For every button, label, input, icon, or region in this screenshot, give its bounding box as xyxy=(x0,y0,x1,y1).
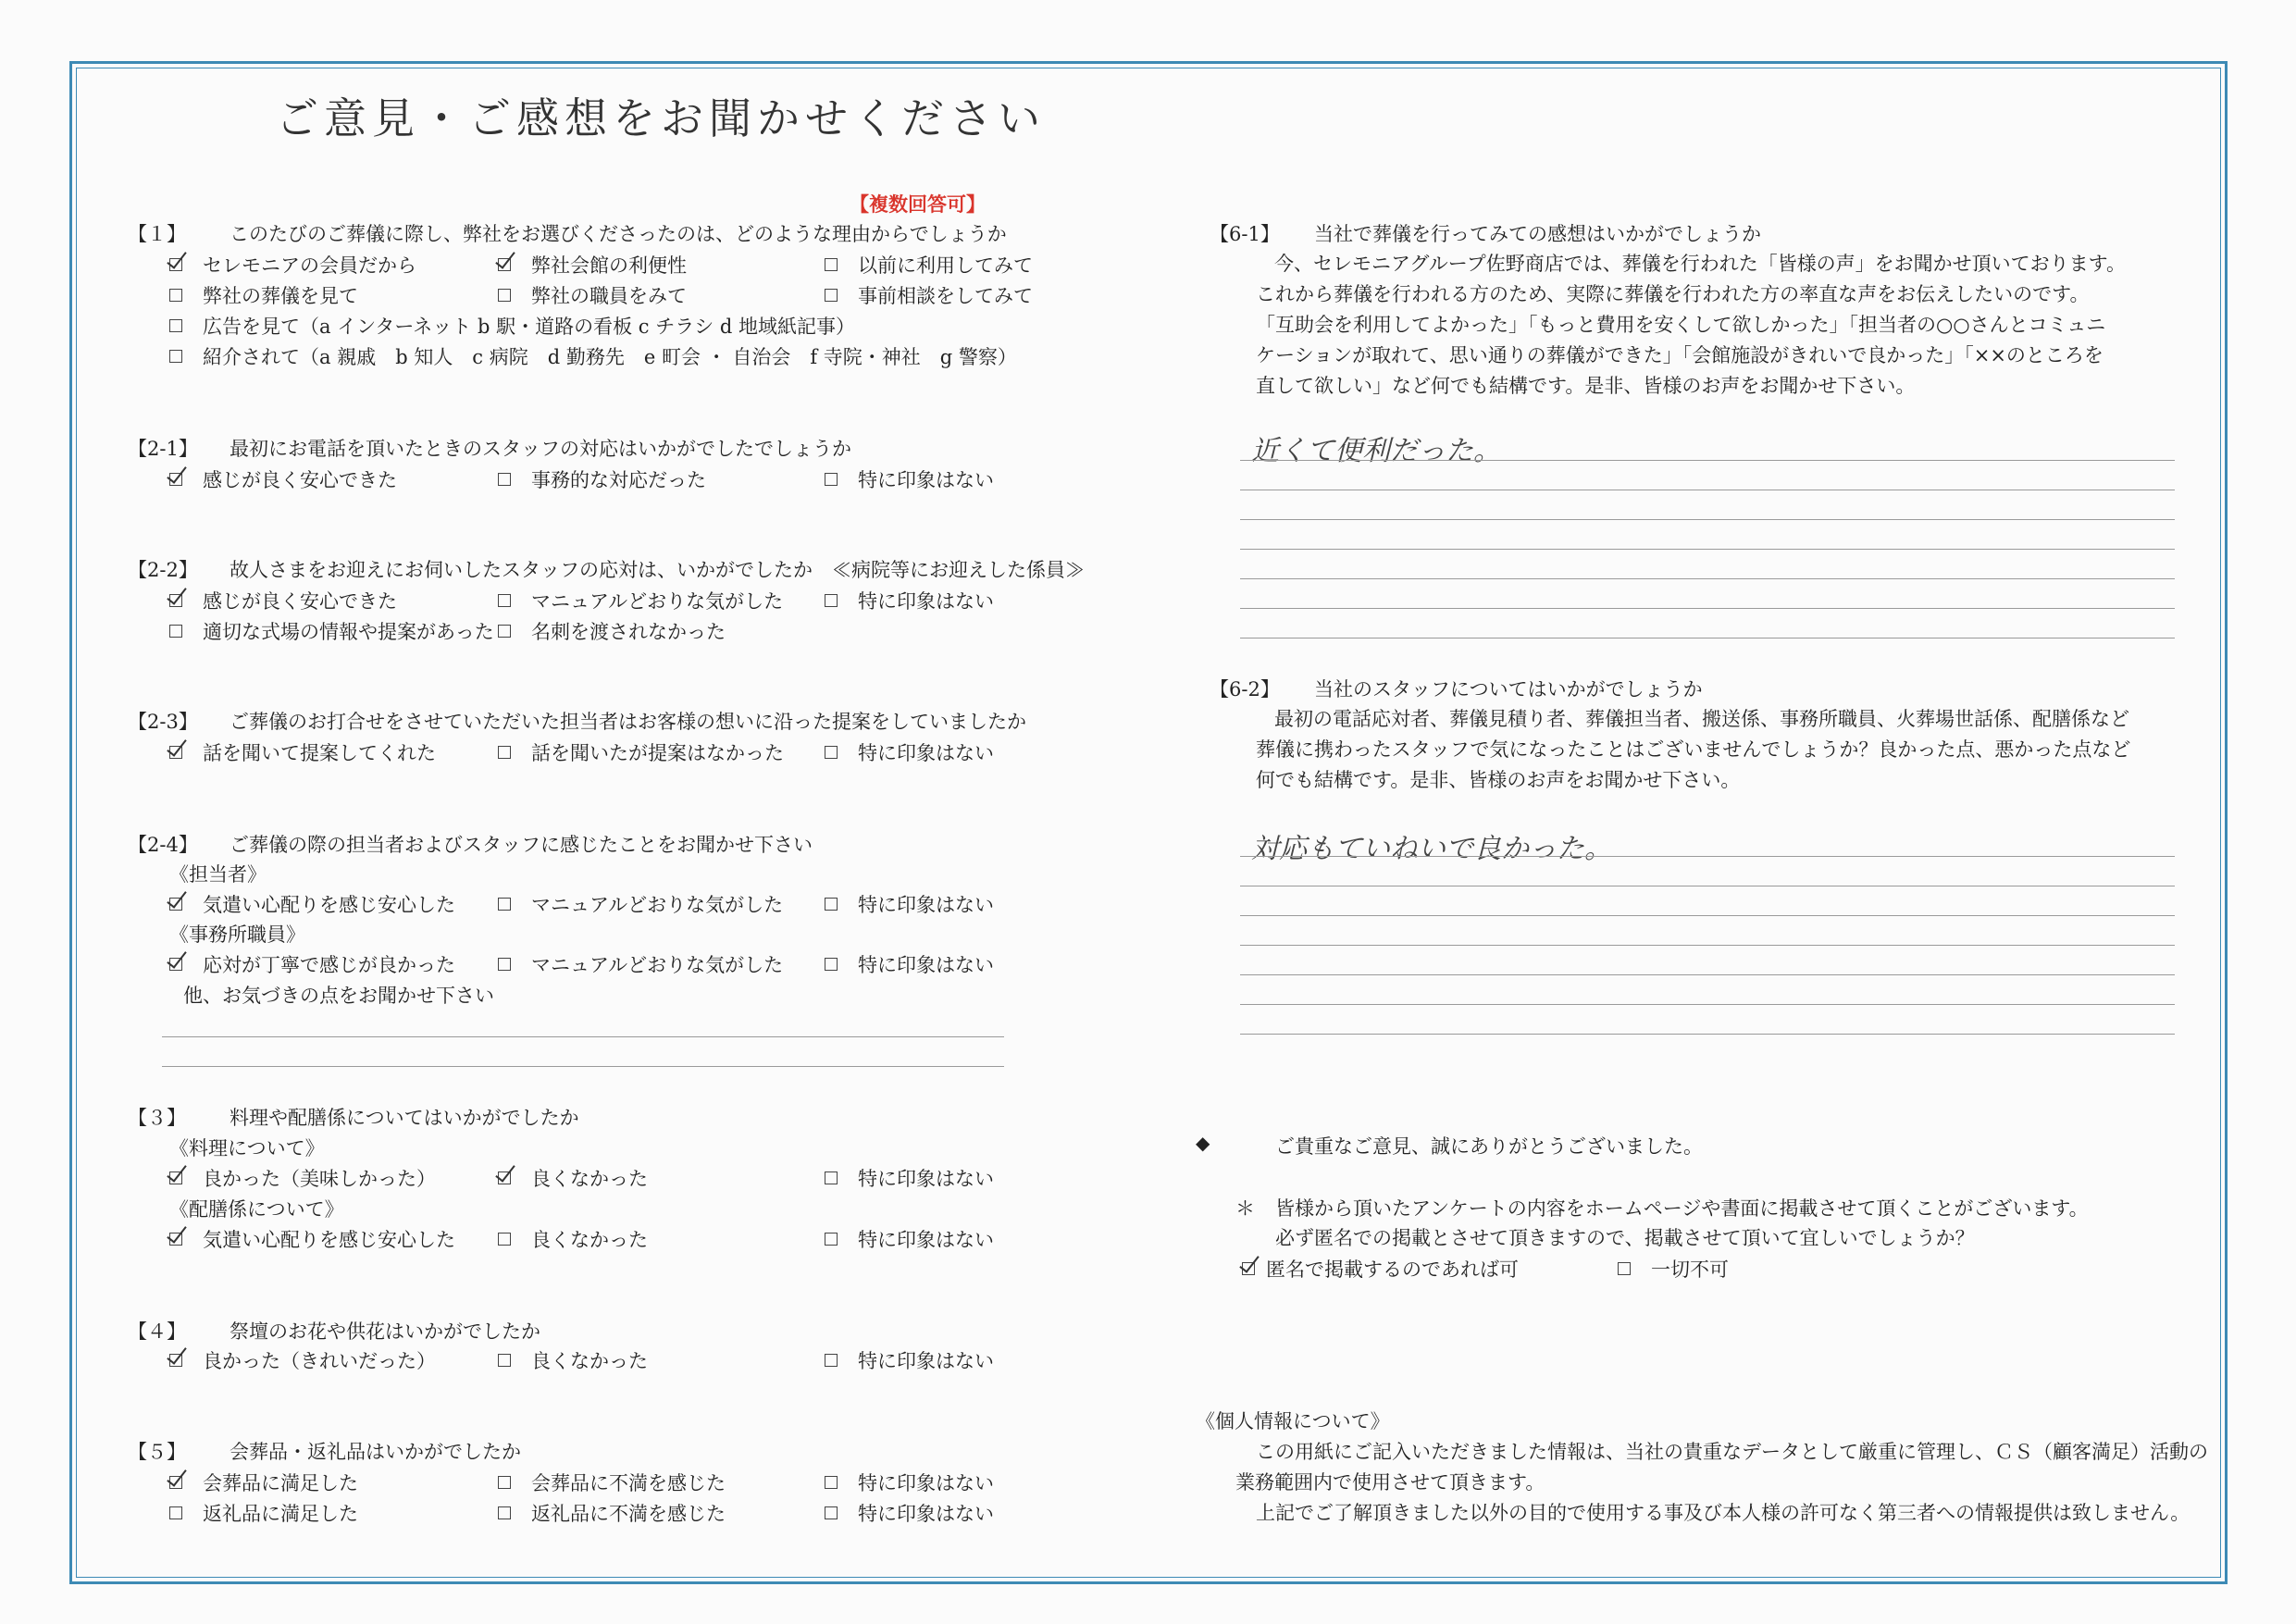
checkbox[interactable] xyxy=(498,898,511,911)
option-label: 返礼品に不満を感じた xyxy=(531,1503,726,1525)
page-title: ご意見・ご感想をお聞かせください xyxy=(276,93,1046,143)
option-label: 特に印象はない xyxy=(858,894,994,916)
q3-option[interactable] xyxy=(825,1225,994,1253)
paragraph-line: ケーションが取れて、思い通りの葬儀ができた」「会館施設がきれいで良かった」「××のところを xyxy=(1256,344,2104,366)
q2-4-other-prompt: 他、お気づきの点をお聞かせ下さい xyxy=(183,985,494,1007)
q4-option[interactable] xyxy=(169,1346,436,1374)
option-label: 事前相談をしてみて xyxy=(858,285,1033,307)
q5-option[interactable] xyxy=(169,1469,358,1496)
q5-option[interactable] xyxy=(498,1469,726,1496)
option-label: 特に印象はない xyxy=(858,1168,994,1190)
q4-text: 祭壇のお花や供花はいかがでしたか xyxy=(230,1320,540,1343)
paragraph-line: 「互助会を利用してよかった」「もっと費用を安くして欲しかった」「担当者の○○さんとコミュニ xyxy=(1256,314,2106,336)
option-label: 会葬品に満足した xyxy=(203,1472,358,1494)
checkbox[interactable] xyxy=(825,1506,838,1519)
comment-line[interactable] xyxy=(162,1036,1004,1037)
checkbox-checked[interactable] xyxy=(169,898,182,911)
checkbox[interactable] xyxy=(169,350,182,363)
option-label: 紹介されて（a 親戚 b 知人 c 病院 d 勤務先 e 町会 ・ 自治会 f 寺院・神社 g 警察） xyxy=(203,346,1017,368)
q6-1-text: 当社で葬儀を行ってみての感想はいかがでしょうか xyxy=(1314,223,1761,245)
q1-option[interactable] xyxy=(825,251,1033,279)
option-label: 特に印象はない xyxy=(858,742,994,764)
q3-sub1-heading: 《料理について》 xyxy=(169,1137,325,1159)
option-label: 特に印象はない xyxy=(858,1503,994,1525)
checkbox-checked[interactable] xyxy=(169,594,182,607)
publish-option[interactable] xyxy=(1618,1255,1729,1283)
option-label: 良くなかった xyxy=(531,1350,648,1372)
q2-3-option[interactable] xyxy=(825,738,994,766)
option-label: 事務的な対応だった xyxy=(531,469,706,491)
checkbox[interactable] xyxy=(169,1506,182,1519)
privacy-line-1: この用紙にご記入いただきました情報は、当社の貴重なデータとして厳重に管理し、ＣＳ（顧客満足）活動の xyxy=(1256,1441,2208,1463)
option-label: マニュアルどおりな気がした xyxy=(531,954,784,976)
answer-line[interactable] xyxy=(1240,1004,2175,1005)
q2-1-option[interactable] xyxy=(498,465,706,493)
option-label: 返礼品に満足した xyxy=(203,1503,358,1525)
answer-line[interactable] xyxy=(1240,519,2175,520)
answer-line[interactable] xyxy=(1240,578,2175,579)
option-label: 特に印象はない xyxy=(858,954,994,976)
q2-4-option[interactable] xyxy=(825,890,994,918)
checkbox[interactable] xyxy=(498,746,511,759)
option-label: 気遣い心配りを感じ安心した xyxy=(203,894,455,916)
publish-option[interactable] xyxy=(1242,1255,1519,1283)
checkbox-checked[interactable] xyxy=(169,1233,182,1246)
q2-4-option[interactable] xyxy=(498,890,783,918)
q6-1-number: 【6-1】 xyxy=(1210,223,1280,245)
checkbox-checked[interactable] xyxy=(169,1476,182,1489)
option-label: 良くなかった xyxy=(531,1229,648,1251)
q2-4-option[interactable] xyxy=(169,890,455,918)
checkbox-checked[interactable] xyxy=(498,258,511,271)
paragraph-line: これから葬儀を行われる方のため、実際に葬儀を行われた方の率直な声をお伝えしたいのです。 xyxy=(1256,283,2090,305)
option-label: 応対が丁寧で感じが良かった xyxy=(203,954,455,976)
checkbox[interactable] xyxy=(825,1233,838,1246)
option-label: 特に印象はない xyxy=(858,469,994,491)
q2-4-option[interactable] xyxy=(169,950,455,978)
q2-2-number: 【2-2】 xyxy=(128,559,198,581)
q2-4-number: 【2-4】 xyxy=(128,834,198,856)
q6-1-handwritten-answer[interactable]: 近くて便利だった。 xyxy=(1251,435,1501,467)
q5-number: 【５】 xyxy=(128,1441,186,1463)
paragraph-line: 最初の電話応対者、葬儀見積り者、葬儀担当者、搬送係、事務所職員、火葬場世話係、配膳係など xyxy=(1274,708,2129,730)
q2-2-option[interactable] xyxy=(498,617,726,645)
q2-2-option[interactable] xyxy=(498,587,783,614)
q5-option[interactable] xyxy=(825,1469,994,1496)
checkbox[interactable] xyxy=(169,319,182,332)
checkbox[interactable] xyxy=(825,746,838,759)
checkbox[interactable] xyxy=(498,1506,511,1519)
checkbox[interactable] xyxy=(825,958,838,971)
option-label: 弊社の職員をみて xyxy=(531,285,687,307)
q2-4-text: ご葬儀の際の担当者およびスタッフに感じたことをお聞かせ下さい xyxy=(230,834,813,856)
paragraph-line: 何でも結構です。是非、皆様のお声をお聞かせ下さい。 xyxy=(1256,769,1741,791)
q4-option[interactable] xyxy=(498,1346,648,1374)
checkbox[interactable] xyxy=(498,958,511,971)
q3-option[interactable] xyxy=(169,1164,436,1192)
checkbox[interactable] xyxy=(169,625,182,638)
option-label: 気遣い心配りを感じ安心した xyxy=(203,1229,455,1251)
paragraph-line: 葬儀に携わったスタッフで気になったことはございませんでしょうか？良かった点、悪かった点など xyxy=(1256,738,2131,761)
option-label: 特に印象はない xyxy=(858,1472,994,1494)
option-label: 良くなかった xyxy=(531,1168,648,1190)
option-label: 感じが良く安心できた xyxy=(203,469,397,491)
q1-option[interactable] xyxy=(169,312,855,340)
option-label: 会葬品に不満を感じた xyxy=(531,1472,726,1494)
option-label: 名刺を渡されなかった xyxy=(531,621,726,643)
q3-option[interactable] xyxy=(498,1225,648,1253)
answer-line[interactable] xyxy=(1240,1034,2175,1035)
q2-3-option[interactable] xyxy=(169,738,436,766)
q6-2-paragraph xyxy=(1256,704,2130,796)
q2-2-option[interactable] xyxy=(169,617,494,645)
option-label: 話を聞いて提案してくれた xyxy=(203,742,436,764)
privacy-title: 《個人情報について》 xyxy=(1196,1410,1390,1432)
option-label: マニュアルどおりな気がした xyxy=(531,590,784,613)
q3-option[interactable] xyxy=(825,1164,994,1192)
option-label: 匿名で掲載するのであれば可 xyxy=(1266,1258,1519,1281)
option-label: マニュアルどおりな気がした xyxy=(531,894,784,916)
q5-option[interactable] xyxy=(825,1499,994,1527)
checkbox[interactable] xyxy=(498,594,511,607)
q2-1-option[interactable] xyxy=(825,465,994,493)
checkbox-checked[interactable] xyxy=(498,1172,511,1184)
option-label: 一切不可 xyxy=(1651,1258,1729,1281)
q6-2-number: 【6-2】 xyxy=(1210,678,1280,700)
checkbox[interactable] xyxy=(498,289,511,302)
publish-line-2: 必ず匿名での掲載とさせて頂きますので、掲載させて頂いて宜しいでしょうか？ xyxy=(1275,1227,1975,1249)
checkbox[interactable] xyxy=(825,898,838,911)
q2-2-text: 故人さまをお迎えにお伺いしたスタッフの応対は、いかがでしたか ≪病院等にお迎えした係員≫ xyxy=(230,559,1085,581)
checkbox-checked[interactable] xyxy=(169,1354,182,1367)
checkbox-checked[interactable] xyxy=(169,746,182,759)
q1-option[interactable] xyxy=(825,281,1033,309)
answer-line[interactable] xyxy=(1240,945,2175,946)
q6-1-paragraph xyxy=(1256,249,2126,402)
checkbox[interactable] xyxy=(825,473,838,486)
paragraph-line: 直して欲しい」など何でも結構です。是非、皆様のお声をお聞かせ下さい。 xyxy=(1256,375,1916,397)
q1-number: 【１】 xyxy=(128,223,186,245)
checkbox[interactable] xyxy=(498,473,511,486)
q2-3-number: 【2-3】 xyxy=(128,711,198,733)
q5-text: 会葬品・返礼品はいかがでしたか xyxy=(230,1441,521,1463)
option-label: 感じが良く安心できた xyxy=(203,590,397,613)
checkbox-checked[interactable] xyxy=(169,473,182,486)
checkbox-checked[interactable] xyxy=(169,958,182,971)
option-label: 広告を見て（a インターネット b 駅・道路の看板 c チラシ d 地域紙記事） xyxy=(203,316,856,338)
q2-3-text: ご葬儀のお打合せをさせていただいた担当者はお客様の想いに沿った提案をしていましたか xyxy=(230,711,1026,733)
q2-1-option[interactable] xyxy=(169,465,397,493)
multiple-answers-note: 【複数回答可】 xyxy=(850,192,986,216)
checkbox[interactable] xyxy=(825,594,838,607)
checkbox[interactable] xyxy=(825,1476,838,1489)
option-label: 特に印象はない xyxy=(858,1350,994,1372)
option-label: セレモニアの会員だから xyxy=(203,254,416,277)
q2-4-option[interactable] xyxy=(825,950,994,978)
q3-option[interactable] xyxy=(498,1164,648,1192)
q2-2-option[interactable] xyxy=(169,587,397,614)
q2-2-option[interactable] xyxy=(825,587,994,614)
option-label: 話を聞いたが提案はなかった xyxy=(531,742,784,764)
asterisk-mark: ＊ xyxy=(1235,1197,1255,1220)
q1-option[interactable] xyxy=(169,281,358,309)
option-label: 弊社の葬儀を見て xyxy=(203,285,358,307)
checkbox[interactable] xyxy=(498,1354,511,1367)
checkbox[interactable] xyxy=(825,1172,838,1184)
answer-line[interactable] xyxy=(1240,856,2175,857)
q2-1-text: 最初にお電話を頂いたときのスタッフの対応はいかがでしたでしょうか xyxy=(230,438,851,460)
privacy-line-3: 上記でご了解頂きました以外の目的で使用する事及び本人様の許可なく第三者への情報提供は致しません。 xyxy=(1256,1502,2191,1524)
checkbox-checked[interactable] xyxy=(169,1172,182,1184)
answer-line[interactable] xyxy=(1240,915,2175,916)
option-label: 良かった（美味しかった） xyxy=(203,1168,436,1190)
option-label: 以前に利用してみて xyxy=(858,254,1033,277)
q1-option[interactable] xyxy=(169,342,1017,370)
answer-line[interactable] xyxy=(1240,549,2175,550)
checkbox[interactable] xyxy=(825,1354,838,1367)
option-label: 適切な式場の情報や提案があった xyxy=(203,621,494,643)
q4-number: 【４】 xyxy=(128,1320,186,1343)
checkbox[interactable] xyxy=(498,1233,511,1246)
q5-option[interactable] xyxy=(498,1499,726,1527)
q1-option[interactable] xyxy=(498,251,687,279)
answer-line[interactable] xyxy=(1240,460,2175,461)
option-label: 特に印象はない xyxy=(858,590,994,613)
publish-line-1: 皆様から頂いたアンケートの内容をホームページや書面に掲載させて頂くことがございます。 xyxy=(1275,1197,2089,1220)
checkbox[interactable] xyxy=(498,1476,511,1489)
q3-text: 料理や配膳係についてはいかがでしたか xyxy=(230,1107,579,1129)
q2-3-option[interactable] xyxy=(498,738,784,766)
q6-2-handwritten-answer[interactable]: 対応もていねいで良かった。 xyxy=(1251,833,1612,865)
checkbox[interactable] xyxy=(1618,1262,1631,1275)
q1-option[interactable] xyxy=(169,251,416,279)
option-label: 弊社会館の利便性 xyxy=(531,254,687,277)
option-label: 特に印象はない xyxy=(858,1229,994,1251)
q3-sub2-heading: 《配膳係について》 xyxy=(169,1198,344,1221)
checkbox[interactable] xyxy=(825,258,838,271)
checkbox[interactable] xyxy=(169,289,182,302)
q1-text: このたびのご葬儀に際し、弊社をお選びくださったのは、どのような理由からでしょうか xyxy=(230,223,1007,245)
q1-option[interactable] xyxy=(498,281,687,309)
q2-1-number: 【2-1】 xyxy=(128,438,198,460)
q2-4-sub2-heading: 《事務所職員》 xyxy=(169,924,305,946)
comment-line[interactable] xyxy=(162,1066,1004,1067)
answer-line[interactable] xyxy=(1240,974,2175,975)
answer-line[interactable] xyxy=(1240,608,2175,609)
q2-4-sub1-heading: 《担当者》 xyxy=(169,863,267,886)
q4-option[interactable] xyxy=(825,1346,994,1374)
q5-option[interactable] xyxy=(169,1499,358,1527)
checkbox[interactable] xyxy=(825,289,838,302)
option-label: 良かった（きれいだった） xyxy=(203,1350,436,1372)
checkbox-checked[interactable] xyxy=(169,258,182,271)
q3-option[interactable] xyxy=(169,1225,455,1253)
diamond-bullet-icon: ◆ xyxy=(1196,1132,1210,1154)
privacy-line-2: 業務範囲内で使用させて頂きます。 xyxy=(1235,1471,1545,1494)
checkbox-checked[interactable] xyxy=(1242,1262,1255,1275)
paragraph-line: 今、セレモニアグループ佐野商店では、葬儀を行われた「皆様の声」をお聞かせ頂いております。 xyxy=(1274,253,2127,275)
q3-number: 【３】 xyxy=(128,1107,186,1129)
q2-4-option[interactable] xyxy=(498,950,783,978)
q6-2-text: 当社のスタッフについてはいかがでしょうか xyxy=(1314,678,1703,700)
thanks-text: ご貴重なご意見、誠にありがとうございました。 xyxy=(1275,1135,1703,1158)
checkbox[interactable] xyxy=(498,625,511,638)
